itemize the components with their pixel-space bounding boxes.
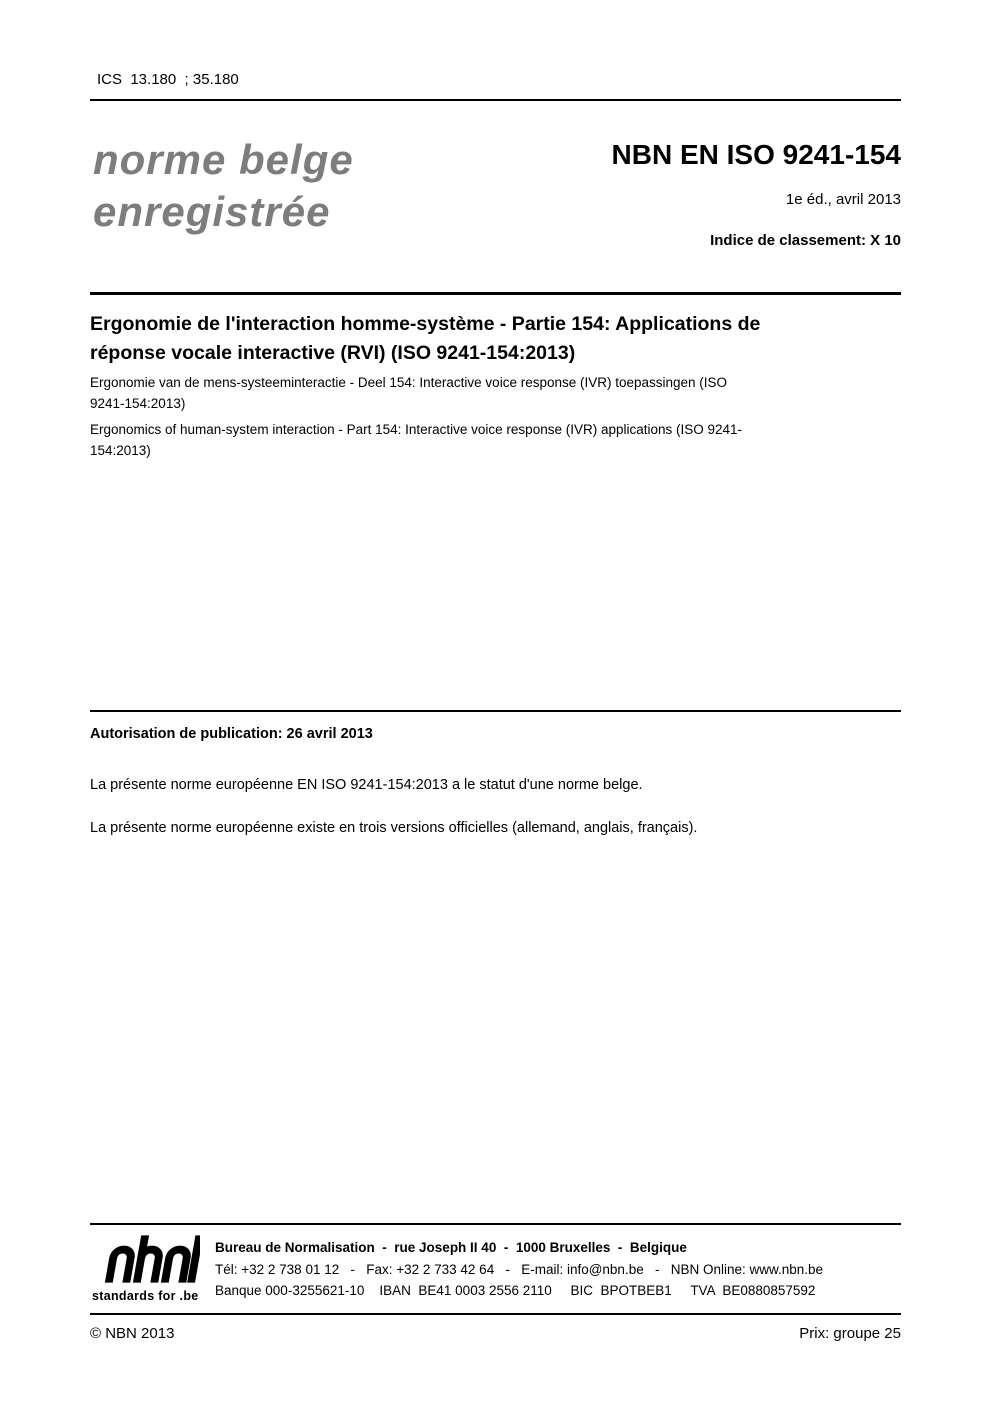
nbn-logo-caption: standards for .be: [92, 1289, 199, 1303]
nbn-logo: [95, 1231, 200, 1287]
footer-top-divider-line: [90, 1223, 901, 1225]
header-divider-line: [90, 292, 901, 295]
ics-divider-line: [90, 99, 901, 101]
footer-address: Bureau de Normalisation - rue Joseph II 40 - 1000 Bruxelles - Belgique: [215, 1240, 687, 1255]
standard-number: NBN EN ISO 9241-154: [611, 139, 901, 170]
document-type-label: norme belge enregistrée: [93, 136, 354, 235]
ics-classification: ICS 13.180 ; 35.180: [97, 71, 239, 88]
classification-index: Indice de classement: X 10: [710, 232, 901, 249]
title-english: Ergonomics of human-system interaction - Part 154: Interactive voice response (IVR) applications (ISO 9241- 154:2013): [90, 422, 743, 458]
price-group: Prix: groupe 25: [799, 1325, 901, 1342]
title-french: Ergonomie de l'interaction homme-système - Partie 154: Applications de réponse vocale interactive (RVI) (ISO 9241-154:2013): [90, 313, 761, 364]
footer-bottom-divider-line: [90, 1313, 901, 1315]
copyright-notice: © NBN 2013: [90, 1325, 175, 1342]
versions-statement: La présente norme européenne existe en trois versions officielles (allemand, anglais, français).: [90, 820, 698, 836]
status-statement: La présente norme européenne EN ISO 9241-154:2013 a le statut d'une norme belge.: [90, 777, 643, 793]
footer-bank-details: Banque 000-3255621-10 IBAN BE41 0003 2556 2110 BIC BPOTBEB1 TVA BE0880857592: [215, 1283, 816, 1298]
edition-date: 1e éd., avril 2013: [785, 191, 901, 208]
title-dutch: Ergonomie van de mens-systeeminteractie - Deel 154: Interactive voice response (IVR) toepassingen (ISO 9241-154:2013): [90, 375, 728, 411]
authorization-divider-line: [90, 710, 901, 712]
footer-contact: Tél: +32 2 738 01 12 - Fax: +32 2 733 42 64 - E-mail: info@nbn.be - NBN Online: www.nbn.be: [215, 1262, 824, 1277]
authorization-date: Autorisation de publication: 26 avril 2013: [90, 726, 373, 742]
